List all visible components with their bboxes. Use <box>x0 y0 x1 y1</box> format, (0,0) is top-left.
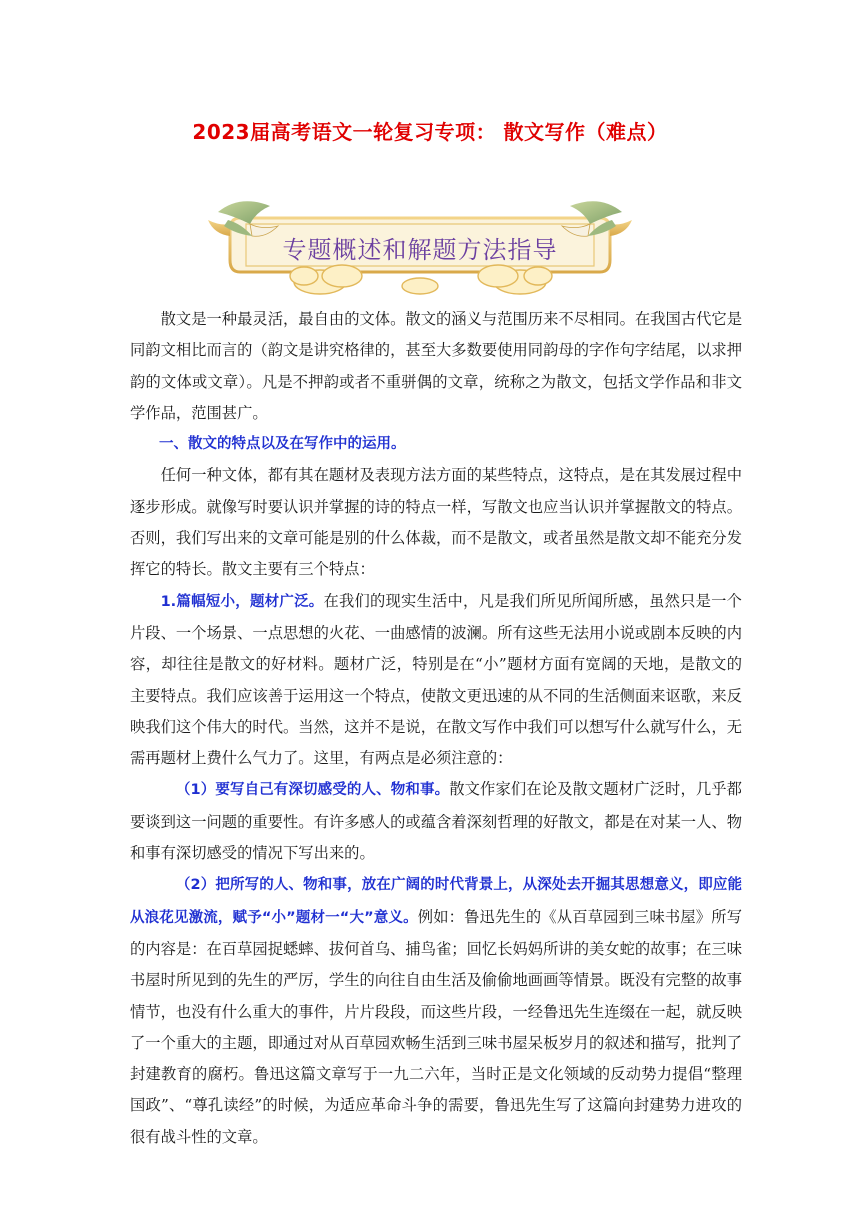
article-body <box>130 304 742 1153</box>
section-heading: 一、散文的特点以及在写作中的运用。 <box>159 436 406 453</box>
point-text: 在我们的现实生活中，凡是我们所见所闻所感，虽然只是一个片段、一个场景、一点思想的火花、一曲感情的波澜。所有这些无法用小说或剧本反映的内容，却往往是散文的好材料。题材广泛，特别是在“小”题材方面有宽阔的天地，是散文的主要特点。我们应该善于运用这一个特点，使散文更迅速的从不同的生活侧面来讴歌，来反映我们这个伟大的时代。当然，这并不是说，在散文写作中我们可以想写什么就写什么，无需再题材上费什么气力了。这里，有两点是必须注意的： <box>130 591 742 768</box>
banner-title: 专题概述和解题方法指导 <box>282 236 558 264</box>
body-paragraph <box>130 869 742 1153</box>
subpoint-heading: （1）要写自己有深切感受的人、物和事。 <box>175 782 450 799</box>
page-title: 2023届高考语文一轮复习专项： 散文写作（难点） <box>192 120 668 144</box>
point-heading: 1.篇幅短小，题材广泛。 <box>160 593 324 610</box>
subpoint-text: 散文作家们在论及散文题材广泛时，几乎都要谈到这一问题的重要性。有许多感人的或蕴含着深刻哲理的好散文，都是在对某一人、物和事有深切感受的情况下写出来的。 <box>130 780 742 863</box>
intro-paragraph: 散文是一种最灵活，最自由的文体。散文的涵义与范围历来不尽相同。在我国古代它是同韵文相比而言的（韵文是讲究格律的，甚至大多数要使用同韵母的字作句字结尾，以求押韵的文体或文章）。凡是不押韵或者不重骈偶的文章，统称之为散文，包括文学作品和非文学作品，范围甚广。 <box>130 310 742 422</box>
section-banner <box>200 190 640 300</box>
body-paragraph <box>130 586 742 775</box>
subpoint-heading: （2）把所写的人、物和事，放在广阔的时代背景上，从深处去开掘其思想意义，即应能从浪花见激流，赋予“小”题材一“大”意义。 <box>130 877 742 926</box>
body-paragraph <box>130 774 742 869</box>
body-paragraph: 任何一种文体，都有其在题材及表现方法方面的某些特点，这特点，是在其发展过程中逐步形成。就像写时要认识并掌握的诗的特点一样，写散文也应当认识并掌握散文的特点。否则，我们写出来的文章可能是别的什么体裁，而不是散文，或者虽然是散文却不能充分发挥它的特长。散文主要有三个特点： <box>130 466 742 579</box>
subpoint-text: 例如：鲁迅先生的《从百草园到三味书屋》所写的内容是：在百草园捉蟋蟀、拔何首乌、捕鸟雀；回忆长妈妈所讲的美女蛇的故事；在三味书屋时所见到的先生的严厉，学生的向往自由生活及偷偷地画画等情景。既没有完整的故事情节，也没有什么重大的事件，片片段段，而这些片段，一经鲁迅先生连缀在一起，就反映了一个重大的主题，即通过对从百草园欢畅生活到三味书屋呆板岁月的叙述和描写，批判了封建教育的腐朽。鲁迅这篇文章写于一九二六年，当时正是文化领域的反动势力提倡“整理国政”、“尊孔读经”的时候，为适应革命斗争的需要，鲁迅先生写了这篇向封建势力进攻的很有战斗性的文章。 <box>130 907 742 1146</box>
